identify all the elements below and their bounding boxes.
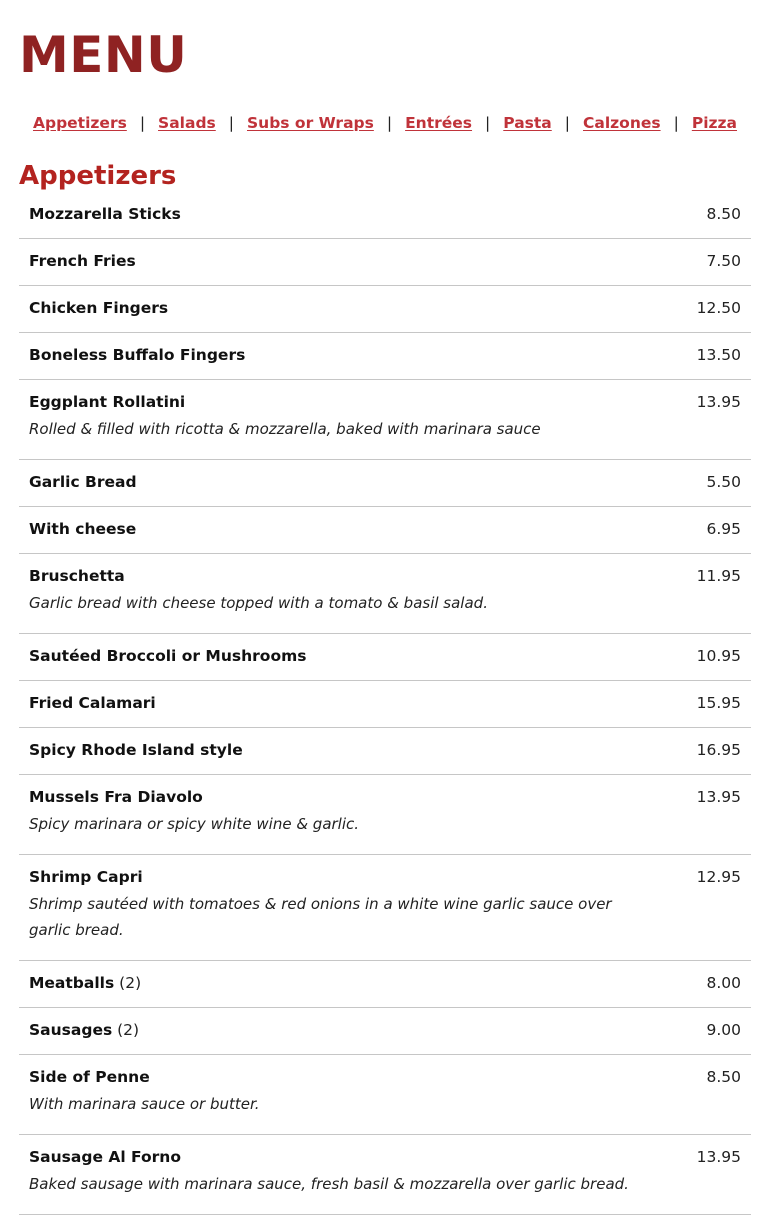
menu-item-price: 13.95 [696, 1148, 741, 1166]
menu-item-name: Meatballs [29, 974, 115, 992]
menu-item-details [29, 200, 706, 228]
menu-item-name: Garlic Bread [29, 473, 137, 491]
menu-item-name: Side of Penne [29, 1068, 150, 1086]
menu-list [19, 192, 751, 1215]
menu-item-name: Bruschetta [29, 567, 125, 585]
menu-item [19, 507, 751, 554]
menu-item [19, 192, 751, 239]
menu-item-heading [29, 341, 657, 369]
menu-item-price: 12.95 [696, 868, 741, 886]
menu-item [19, 1055, 751, 1135]
menu-item-price: 13.95 [696, 393, 741, 411]
menu-item-price: 8.50 [706, 205, 741, 223]
menu-item [19, 728, 751, 775]
menu-item-price: 5.50 [706, 473, 741, 491]
menu-item-details [29, 1143, 697, 1204]
menu-item-price: 9.00 [706, 1021, 741, 1039]
menu-item-price: 7.50 [706, 252, 741, 270]
menu-item-price: 8.00 [706, 974, 741, 992]
menu-item-details [29, 642, 697, 670]
section-title-appetizers: Appetizers [19, 161, 177, 191]
menu-item-heading [29, 969, 666, 997]
menu-item-name: Fried Calamari [29, 694, 156, 712]
nav-separator: | [386, 114, 393, 132]
menu-item [19, 775, 751, 855]
menu-item-name: Mussels Fra Diavolo [29, 788, 203, 806]
menu-item-name: With cheese [29, 520, 137, 538]
menu-item [19, 286, 751, 333]
menu-item-heading [29, 1143, 657, 1171]
menu-item-heading [29, 200, 666, 228]
menu-item-name: Shrimp Capri [29, 868, 143, 886]
menu-item-details [29, 969, 706, 997]
menu-item [19, 380, 751, 460]
menu-item-heading [29, 388, 657, 416]
menu-item-details [29, 1016, 706, 1044]
menu-item-name: Eggplant Rollatini [29, 393, 186, 411]
menu-item-details [29, 388, 697, 449]
menu-item-price: 12.50 [696, 299, 741, 317]
menu-item-description: Shrimp sautéed with tomatoes & red onions in a white wine garlic sauce over garlic bread. [29, 895, 612, 939]
nav-separator: | [673, 114, 679, 132]
menu-item [19, 239, 751, 286]
nav-link-appetizers[interactable]: Appetizers [32, 114, 127, 132]
nav-link-pasta[interactable]: Pasta [503, 114, 552, 132]
nav-link-pizza[interactable]: Pizza [691, 114, 738, 132]
menu-item-details [29, 515, 706, 543]
menu-item-details [29, 736, 697, 764]
menu-item-details [29, 562, 697, 623]
menu-item-quantity-note: (2) [119, 974, 142, 992]
menu-item-name: Mozzarella Sticks [29, 205, 181, 223]
menu-item-heading [29, 562, 657, 590]
menu-item-heading [29, 515, 666, 543]
nav-link-entrees[interactable]: Entrées [405, 114, 473, 132]
nav-link-calzones[interactable]: Calzones [583, 114, 661, 132]
menu-item [19, 1135, 751, 1215]
menu-item-description: Spicy marinara or spicy white wine & garlic. [29, 815, 360, 833]
menu-item-heading [29, 1016, 666, 1044]
menu-item-details [29, 689, 697, 717]
menu-item-description: Garlic bread with cheese topped with a tomato & basil salad. [29, 594, 488, 612]
nav-separator: | [228, 114, 234, 132]
menu-item [19, 554, 751, 634]
menu-item [19, 961, 751, 1008]
menu-item-description: Rolled & filled with ricotta & mozzarella, baked with marinara sauce [29, 420, 541, 438]
category-nav [0, 110, 770, 136]
menu-item [19, 634, 751, 681]
menu-item-price: 13.95 [696, 788, 741, 806]
page-title: MENU [19, 26, 188, 84]
menu-item-details [29, 247, 706, 275]
menu-item-details [29, 783, 697, 844]
nav-separator: | [139, 114, 146, 132]
menu-item-name: French Fries [29, 252, 136, 270]
menu-item-heading [29, 247, 666, 275]
menu-item-heading [29, 783, 657, 811]
menu-item-price: 15.95 [696, 694, 741, 712]
menu-item-heading [29, 468, 666, 496]
menu-item-description: Baked sausage with marinara sauce, fresh basil & mozzarella over garlic bread. [29, 1175, 629, 1193]
menu-item-heading [29, 863, 657, 891]
menu-item-heading [29, 736, 657, 764]
menu-item-heading [29, 642, 657, 670]
menu-item [19, 681, 751, 728]
menu-item-heading [29, 294, 657, 322]
menu-item-name: Boneless Buffalo Fingers [29, 346, 246, 364]
menu-item-name: Sausages [29, 1021, 113, 1039]
menu-item-details [29, 294, 697, 322]
nav-link-salads[interactable]: Salads [158, 114, 216, 132]
menu-item [19, 1008, 751, 1055]
menu-item-price: 13.50 [696, 346, 741, 364]
menu-item-heading [29, 1063, 666, 1091]
menu-item-description: With marinara sauce or butter. [29, 1095, 260, 1113]
nav-separator: | [564, 114, 570, 132]
menu-item-name: Spicy Rhode Island style [29, 741, 243, 759]
menu-item-price: 10.95 [696, 647, 741, 665]
menu-item [19, 460, 751, 507]
menu-item-name: Chicken Fingers [29, 299, 169, 317]
menu-item-name: Sautéed Broccoli or Mushrooms [29, 647, 307, 665]
menu-item-price: 11.95 [696, 567, 741, 585]
menu-item [19, 855, 751, 961]
nav-separator: | [485, 114, 491, 132]
menu-item-details [29, 1063, 706, 1124]
menu-item-price: 6.95 [706, 520, 741, 538]
menu-item-heading [29, 689, 657, 717]
nav-link-subs-or-wraps[interactable]: Subs or Wraps [247, 114, 374, 132]
menu-item-details [29, 468, 706, 496]
menu-item-price: 8.50 [706, 1068, 741, 1086]
menu-item-price: 16.95 [696, 741, 741, 759]
menu-item-quantity-note: (2) [117, 1021, 140, 1039]
menu-item-name: Sausage Al Forno [29, 1148, 181, 1166]
menu-item [19, 333, 751, 380]
menu-item-details [29, 341, 697, 369]
menu-item-details [29, 863, 697, 950]
